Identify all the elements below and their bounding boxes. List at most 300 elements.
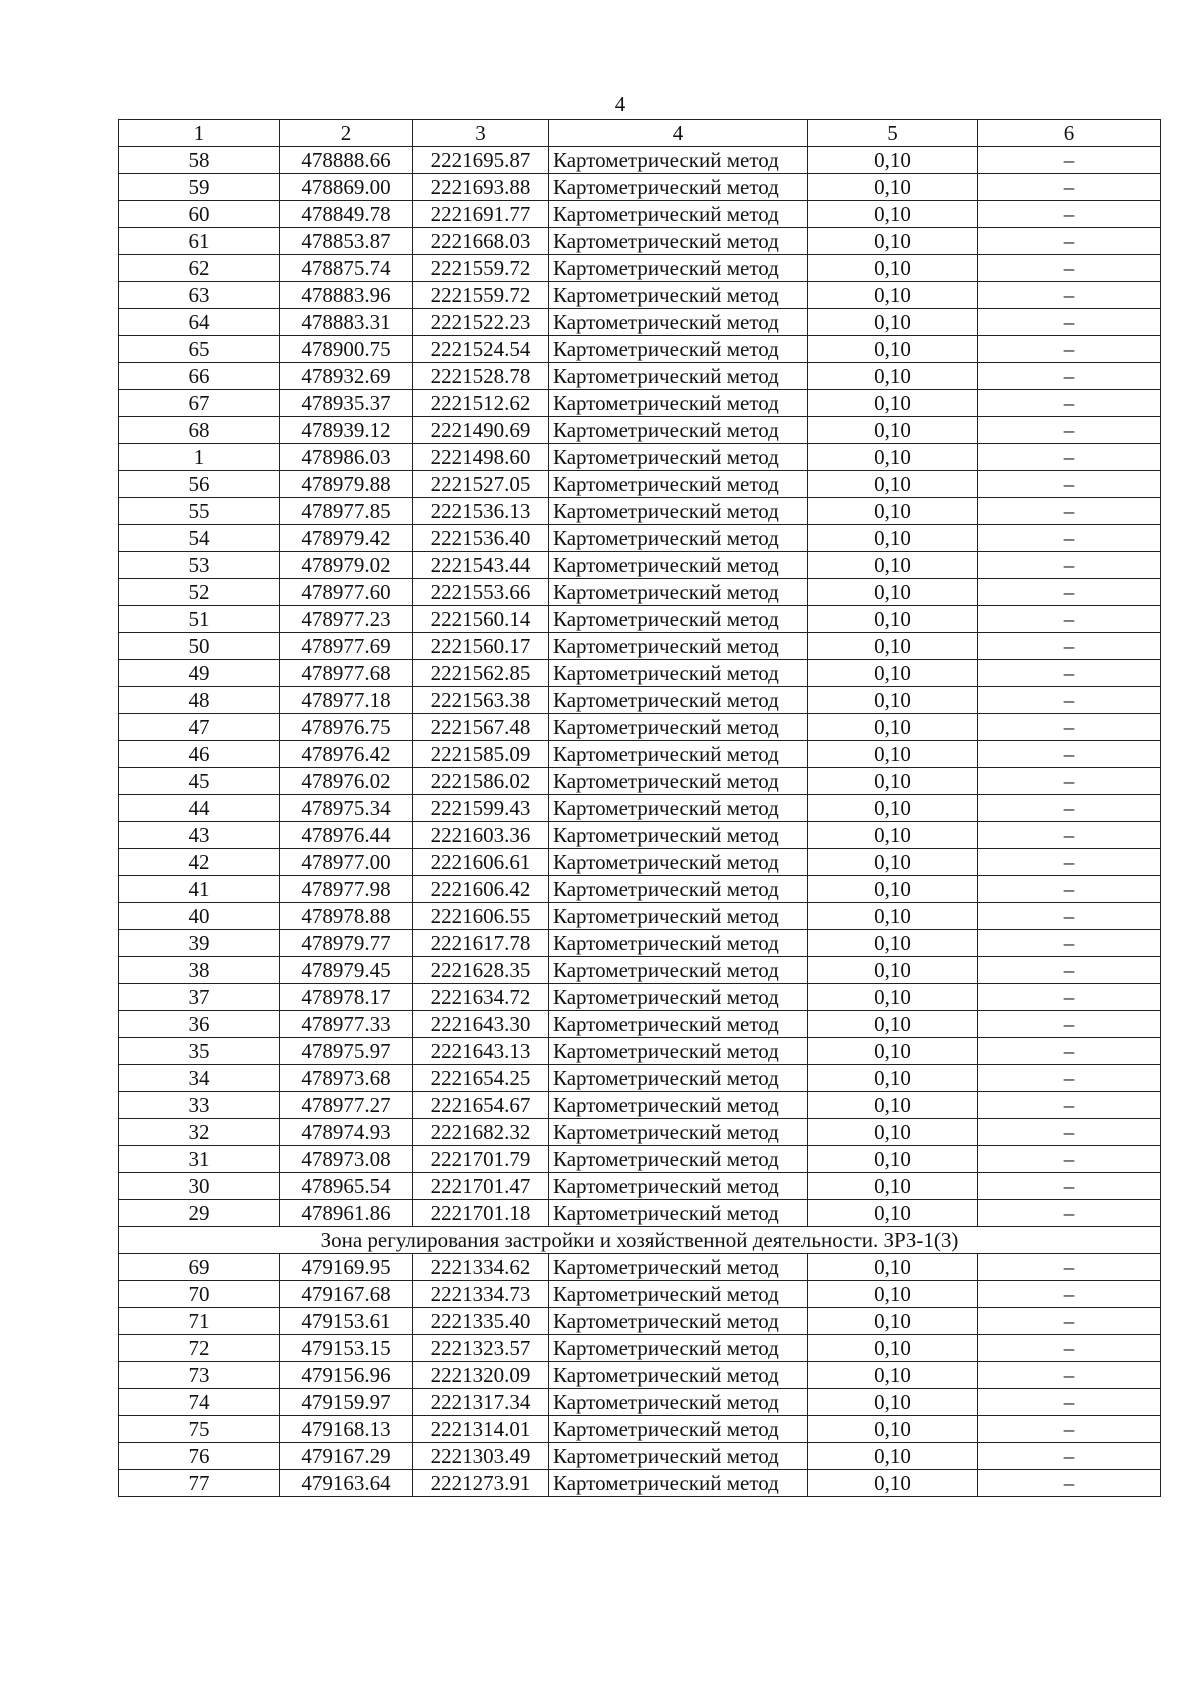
note-cell: – xyxy=(978,606,1161,633)
point-number-cell: 31 xyxy=(119,1146,280,1173)
point-number-cell: 41 xyxy=(119,876,280,903)
x-coordinate-cell: 478965.54 xyxy=(280,1173,413,1200)
y-coordinate-cell: 2221643.30 xyxy=(413,1011,549,1038)
table-row xyxy=(119,1119,1161,1146)
method-cell: Картометрический метод xyxy=(549,1335,808,1362)
note-cell: – xyxy=(978,1119,1161,1146)
accuracy-cell: 0,10 xyxy=(808,1065,978,1092)
table-row xyxy=(119,1146,1161,1173)
method-cell: Картометрический метод xyxy=(549,336,808,363)
accuracy-cell: 0,10 xyxy=(808,282,978,309)
note-cell: – xyxy=(978,1146,1161,1173)
accuracy-cell: 0,10 xyxy=(808,552,978,579)
accuracy-cell: 0,10 xyxy=(808,255,978,282)
method-cell: Картометрический метод xyxy=(549,228,808,255)
point-number-cell: 33 xyxy=(119,1092,280,1119)
accuracy-cell: 0,10 xyxy=(808,795,978,822)
note-cell: – xyxy=(978,390,1161,417)
y-coordinate-cell: 2221560.17 xyxy=(413,633,549,660)
point-number-cell: 71 xyxy=(119,1308,280,1335)
note-cell: – xyxy=(978,1173,1161,1200)
x-coordinate-cell: 478973.08 xyxy=(280,1146,413,1173)
note-cell: – xyxy=(978,1389,1161,1416)
method-cell: Картометрический метод xyxy=(549,1092,808,1119)
method-cell: Картометрический метод xyxy=(549,1065,808,1092)
x-coordinate-cell: 478977.33 xyxy=(280,1011,413,1038)
accuracy-cell: 0,10 xyxy=(808,930,978,957)
point-number-cell: 69 xyxy=(119,1254,280,1281)
coordinates-table xyxy=(118,119,1161,1497)
note-cell: – xyxy=(978,336,1161,363)
note-cell: – xyxy=(978,1254,1161,1281)
method-cell: Картометрический метод xyxy=(549,714,808,741)
header-cell-1: 1 xyxy=(119,120,280,147)
table-row xyxy=(119,1254,1161,1281)
y-coordinate-cell: 2221695.87 xyxy=(413,147,549,174)
x-coordinate-cell: 478977.23 xyxy=(280,606,413,633)
header-cell-2: 2 xyxy=(280,120,413,147)
accuracy-cell: 0,10 xyxy=(808,174,978,201)
x-coordinate-cell: 479167.68 xyxy=(280,1281,413,1308)
method-cell: Картометрический метод xyxy=(549,1416,808,1443)
method-cell: Картометрический метод xyxy=(549,1470,808,1497)
point-number-cell: 58 xyxy=(119,147,280,174)
x-coordinate-cell: 478977.00 xyxy=(280,849,413,876)
y-coordinate-cell: 2221490.69 xyxy=(413,417,549,444)
x-coordinate-cell: 478986.03 xyxy=(280,444,413,471)
x-coordinate-cell: 479163.64 xyxy=(280,1470,413,1497)
x-coordinate-cell: 478977.68 xyxy=(280,660,413,687)
x-coordinate-cell: 478977.18 xyxy=(280,687,413,714)
y-coordinate-cell: 2221559.72 xyxy=(413,255,549,282)
point-number-cell: 61 xyxy=(119,228,280,255)
note-cell: – xyxy=(978,363,1161,390)
note-cell: – xyxy=(978,768,1161,795)
note-cell: – xyxy=(978,525,1161,552)
note-cell: – xyxy=(978,1281,1161,1308)
x-coordinate-cell: 478977.60 xyxy=(280,579,413,606)
x-coordinate-cell: 479168.13 xyxy=(280,1416,413,1443)
method-cell: Картометрический метод xyxy=(549,768,808,795)
accuracy-cell: 0,10 xyxy=(808,1200,978,1227)
point-number-cell: 48 xyxy=(119,687,280,714)
x-coordinate-cell: 478849.78 xyxy=(280,201,413,228)
y-coordinate-cell: 2221606.55 xyxy=(413,903,549,930)
table-row xyxy=(119,714,1161,741)
point-number-cell: 50 xyxy=(119,633,280,660)
header-row xyxy=(119,120,1161,147)
x-coordinate-cell: 478853.87 xyxy=(280,228,413,255)
y-coordinate-cell: 2221273.91 xyxy=(413,1470,549,1497)
point-number-cell: 1 xyxy=(119,444,280,471)
accuracy-cell: 0,10 xyxy=(808,903,978,930)
method-cell: Картометрический метод xyxy=(549,1281,808,1308)
note-cell: – xyxy=(978,1470,1161,1497)
point-number-cell: 76 xyxy=(119,1443,280,1470)
accuracy-cell: 0,10 xyxy=(808,444,978,471)
point-number-cell: 60 xyxy=(119,201,280,228)
point-number-cell: 45 xyxy=(119,768,280,795)
table-row xyxy=(119,228,1161,255)
point-number-cell: 37 xyxy=(119,984,280,1011)
method-cell: Картометрический метод xyxy=(549,1389,808,1416)
point-number-cell: 32 xyxy=(119,1119,280,1146)
x-coordinate-cell: 478979.42 xyxy=(280,525,413,552)
accuracy-cell: 0,10 xyxy=(808,1254,978,1281)
table-row xyxy=(119,201,1161,228)
method-cell: Картометрический метод xyxy=(549,1200,808,1227)
x-coordinate-cell: 478975.97 xyxy=(280,1038,413,1065)
point-number-cell: 73 xyxy=(119,1362,280,1389)
y-coordinate-cell: 2221586.02 xyxy=(413,768,549,795)
y-coordinate-cell: 2221567.48 xyxy=(413,714,549,741)
method-cell: Картометрический метод xyxy=(549,174,808,201)
y-coordinate-cell: 2221562.85 xyxy=(413,660,549,687)
y-coordinate-cell: 2221536.40 xyxy=(413,525,549,552)
accuracy-cell: 0,10 xyxy=(808,1416,978,1443)
accuracy-cell: 0,10 xyxy=(808,984,978,1011)
x-coordinate-cell: 478978.17 xyxy=(280,984,413,1011)
point-number-cell: 66 xyxy=(119,363,280,390)
y-coordinate-cell: 2221585.09 xyxy=(413,741,549,768)
y-coordinate-cell: 2221560.14 xyxy=(413,606,549,633)
x-coordinate-cell: 479153.61 xyxy=(280,1308,413,1335)
method-cell: Картометрический метод xyxy=(549,444,808,471)
y-coordinate-cell: 2221682.32 xyxy=(413,1119,549,1146)
accuracy-cell: 0,10 xyxy=(808,687,978,714)
point-number-cell: 47 xyxy=(119,714,280,741)
table-row xyxy=(119,768,1161,795)
table-row xyxy=(119,147,1161,174)
table-row xyxy=(119,1389,1161,1416)
accuracy-cell: 0,10 xyxy=(808,228,978,255)
accuracy-cell: 0,10 xyxy=(808,498,978,525)
y-coordinate-cell: 2221323.57 xyxy=(413,1335,549,1362)
y-coordinate-cell: 2221701.79 xyxy=(413,1146,549,1173)
accuracy-cell: 0,10 xyxy=(808,1443,978,1470)
x-coordinate-cell: 478875.74 xyxy=(280,255,413,282)
method-cell: Картометрический метод xyxy=(549,525,808,552)
note-cell: – xyxy=(978,1038,1161,1065)
accuracy-cell: 0,10 xyxy=(808,1470,978,1497)
x-coordinate-cell: 478979.77 xyxy=(280,930,413,957)
method-cell: Картометрический метод xyxy=(549,1308,808,1335)
method-cell: Картометрический метод xyxy=(549,417,808,444)
method-cell: Картометрический метод xyxy=(549,390,808,417)
note-cell: – xyxy=(978,1335,1161,1362)
y-coordinate-cell: 2221634.72 xyxy=(413,984,549,1011)
note-cell: – xyxy=(978,444,1161,471)
method-cell: Картометрический метод xyxy=(549,876,808,903)
point-number-cell: 34 xyxy=(119,1065,280,1092)
point-number-cell: 38 xyxy=(119,957,280,984)
x-coordinate-cell: 478976.42 xyxy=(280,741,413,768)
header-cell-4: 4 xyxy=(549,120,808,147)
table-row xyxy=(119,903,1161,930)
point-number-cell: 44 xyxy=(119,795,280,822)
y-coordinate-cell: 2221691.77 xyxy=(413,201,549,228)
y-coordinate-cell: 2221654.25 xyxy=(413,1065,549,1092)
y-coordinate-cell: 2221335.40 xyxy=(413,1308,549,1335)
x-coordinate-cell: 478977.98 xyxy=(280,876,413,903)
accuracy-cell: 0,10 xyxy=(808,336,978,363)
x-coordinate-cell: 479153.15 xyxy=(280,1335,413,1362)
point-number-cell: 54 xyxy=(119,525,280,552)
x-coordinate-cell: 478978.88 xyxy=(280,903,413,930)
table-row xyxy=(119,174,1161,201)
accuracy-cell: 0,10 xyxy=(808,876,978,903)
x-coordinate-cell: 478977.27 xyxy=(280,1092,413,1119)
table-row xyxy=(119,444,1161,471)
note-cell: – xyxy=(978,255,1161,282)
x-coordinate-cell: 478977.85 xyxy=(280,498,413,525)
point-number-cell: 35 xyxy=(119,1038,280,1065)
x-coordinate-cell: 479159.97 xyxy=(280,1389,413,1416)
table-row xyxy=(119,660,1161,687)
point-number-cell: 51 xyxy=(119,606,280,633)
method-cell: Картометрический метод xyxy=(549,1254,808,1281)
method-cell: Картометрический метод xyxy=(549,741,808,768)
table-row xyxy=(119,282,1161,309)
y-coordinate-cell: 2221334.73 xyxy=(413,1281,549,1308)
page-number: 4 xyxy=(614,92,626,116)
note-cell: – xyxy=(978,282,1161,309)
point-number-cell: 55 xyxy=(119,498,280,525)
table-row xyxy=(119,1281,1161,1308)
method-cell: Картометрический метод xyxy=(549,984,808,1011)
point-number-cell: 53 xyxy=(119,552,280,579)
table-row xyxy=(119,417,1161,444)
accuracy-cell: 0,10 xyxy=(808,579,978,606)
note-cell: – xyxy=(978,660,1161,687)
x-coordinate-cell: 478900.75 xyxy=(280,336,413,363)
y-coordinate-cell: 2221606.42 xyxy=(413,876,549,903)
y-coordinate-cell: 2221654.67 xyxy=(413,1092,549,1119)
table-row xyxy=(119,336,1161,363)
note-cell: – xyxy=(978,903,1161,930)
point-number-cell: 40 xyxy=(119,903,280,930)
x-coordinate-cell: 478883.96 xyxy=(280,282,413,309)
accuracy-cell: 0,10 xyxy=(808,390,978,417)
header-cell-5: 5 xyxy=(808,120,978,147)
section-row xyxy=(119,1227,1161,1254)
point-number-cell: 42 xyxy=(119,849,280,876)
accuracy-cell: 0,10 xyxy=(808,1146,978,1173)
method-cell: Картометрический метод xyxy=(549,282,808,309)
coordinates-table-body xyxy=(119,120,1161,1497)
accuracy-cell: 0,10 xyxy=(808,417,978,444)
y-coordinate-cell: 2221599.43 xyxy=(413,795,549,822)
header-cell-6: 6 xyxy=(978,120,1161,147)
note-cell: – xyxy=(978,741,1161,768)
y-coordinate-cell: 2221498.60 xyxy=(413,444,549,471)
note-cell: – xyxy=(978,1443,1161,1470)
note-cell: – xyxy=(978,309,1161,336)
table-row xyxy=(119,984,1161,1011)
x-coordinate-cell: 479156.96 xyxy=(280,1362,413,1389)
table-row xyxy=(119,930,1161,957)
table-row xyxy=(119,471,1161,498)
note-cell: – xyxy=(978,498,1161,525)
table-row xyxy=(119,849,1161,876)
note-cell: – xyxy=(978,1308,1161,1335)
method-cell: Картометрический метод xyxy=(549,552,808,579)
method-cell: Картометрический метод xyxy=(549,1146,808,1173)
accuracy-cell: 0,10 xyxy=(808,201,978,228)
table-row xyxy=(119,1470,1161,1497)
x-coordinate-cell: 478888.66 xyxy=(280,147,413,174)
note-cell: – xyxy=(978,984,1161,1011)
table-row xyxy=(119,1065,1161,1092)
header-cell-3: 3 xyxy=(413,120,549,147)
table-row xyxy=(119,1038,1161,1065)
method-cell: Картометрический метод xyxy=(549,795,808,822)
x-coordinate-cell: 478939.12 xyxy=(280,417,413,444)
table-row xyxy=(119,1173,1161,1200)
point-number-cell: 49 xyxy=(119,660,280,687)
point-number-cell: 77 xyxy=(119,1470,280,1497)
method-cell: Картометрический метод xyxy=(549,849,808,876)
method-cell: Картометрический метод xyxy=(549,1173,808,1200)
method-cell: Картометрический метод xyxy=(549,822,808,849)
point-number-cell: 30 xyxy=(119,1173,280,1200)
table-row xyxy=(119,1200,1161,1227)
method-cell: Картометрический метод xyxy=(549,201,808,228)
note-cell: – xyxy=(978,633,1161,660)
note-cell: – xyxy=(978,417,1161,444)
point-number-cell: 74 xyxy=(119,1389,280,1416)
point-number-cell: 70 xyxy=(119,1281,280,1308)
accuracy-cell: 0,10 xyxy=(808,660,978,687)
x-coordinate-cell: 478979.88 xyxy=(280,471,413,498)
note-cell: – xyxy=(978,714,1161,741)
point-number-cell: 75 xyxy=(119,1416,280,1443)
point-number-cell: 39 xyxy=(119,930,280,957)
table-row xyxy=(119,1362,1161,1389)
y-coordinate-cell: 2221524.54 xyxy=(413,336,549,363)
table-row xyxy=(119,363,1161,390)
accuracy-cell: 0,10 xyxy=(808,1011,978,1038)
note-cell: – xyxy=(978,957,1161,984)
y-coordinate-cell: 2221617.78 xyxy=(413,930,549,957)
x-coordinate-cell: 478976.75 xyxy=(280,714,413,741)
x-coordinate-cell: 478979.45 xyxy=(280,957,413,984)
note-cell: – xyxy=(978,174,1161,201)
x-coordinate-cell: 478974.93 xyxy=(280,1119,413,1146)
point-number-cell: 52 xyxy=(119,579,280,606)
note-cell: – xyxy=(978,822,1161,849)
point-number-cell: 43 xyxy=(119,822,280,849)
note-cell: – xyxy=(978,552,1161,579)
table-row xyxy=(119,957,1161,984)
y-coordinate-cell: 2221553.66 xyxy=(413,579,549,606)
note-cell: – xyxy=(978,930,1161,957)
accuracy-cell: 0,10 xyxy=(808,1173,978,1200)
table-row xyxy=(119,1416,1161,1443)
table-row xyxy=(119,741,1161,768)
method-cell: Картометрический метод xyxy=(549,687,808,714)
y-coordinate-cell: 2221563.38 xyxy=(413,687,549,714)
method-cell: Картометрический метод xyxy=(549,606,808,633)
note-cell: – xyxy=(978,1065,1161,1092)
table-row xyxy=(119,309,1161,336)
y-coordinate-cell: 2221603.36 xyxy=(413,822,549,849)
accuracy-cell: 0,10 xyxy=(808,525,978,552)
note-cell: – xyxy=(978,147,1161,174)
accuracy-cell: 0,10 xyxy=(808,1335,978,1362)
accuracy-cell: 0,10 xyxy=(808,309,978,336)
method-cell: Картометрический метод xyxy=(549,579,808,606)
table-row xyxy=(119,876,1161,903)
y-coordinate-cell: 2221522.23 xyxy=(413,309,549,336)
accuracy-cell: 0,10 xyxy=(808,1308,978,1335)
table-row xyxy=(119,822,1161,849)
method-cell: Картометрический метод xyxy=(549,309,808,336)
method-cell: Картометрический метод xyxy=(549,930,808,957)
method-cell: Картометрический метод xyxy=(549,1119,808,1146)
note-cell: – xyxy=(978,849,1161,876)
y-coordinate-cell: 2221543.44 xyxy=(413,552,549,579)
point-number-cell: 46 xyxy=(119,741,280,768)
table-row xyxy=(119,1092,1161,1119)
y-coordinate-cell: 2221628.35 xyxy=(413,957,549,984)
y-coordinate-cell: 2221320.09 xyxy=(413,1362,549,1389)
y-coordinate-cell: 2221317.34 xyxy=(413,1389,549,1416)
accuracy-cell: 0,10 xyxy=(808,741,978,768)
note-cell: – xyxy=(978,1092,1161,1119)
y-coordinate-cell: 2221643.13 xyxy=(413,1038,549,1065)
y-coordinate-cell: 2221527.05 xyxy=(413,471,549,498)
method-cell: Картометрический метод xyxy=(549,147,808,174)
y-coordinate-cell: 2221701.47 xyxy=(413,1173,549,1200)
table-row xyxy=(119,255,1161,282)
point-number-cell: 29 xyxy=(119,1200,280,1227)
method-cell: Картометрический метод xyxy=(549,1443,808,1470)
table-row xyxy=(119,525,1161,552)
method-cell: Картометрический метод xyxy=(549,957,808,984)
method-cell: Картометрический метод xyxy=(549,1011,808,1038)
y-coordinate-cell: 2221334.62 xyxy=(413,1254,549,1281)
table-row xyxy=(119,687,1161,714)
note-cell: – xyxy=(978,579,1161,606)
table-row xyxy=(119,552,1161,579)
method-cell: Картометрический метод xyxy=(549,471,808,498)
point-number-cell: 36 xyxy=(119,1011,280,1038)
accuracy-cell: 0,10 xyxy=(808,471,978,498)
y-coordinate-cell: 2221536.13 xyxy=(413,498,549,525)
accuracy-cell: 0,10 xyxy=(808,1362,978,1389)
accuracy-cell: 0,10 xyxy=(808,714,978,741)
x-coordinate-cell: 479167.29 xyxy=(280,1443,413,1470)
section-title: Зона регулирования застройки и хозяйственной деятельности. ЗРЗ-1(3) xyxy=(119,1227,1161,1254)
y-coordinate-cell: 2221693.88 xyxy=(413,174,549,201)
note-cell: – xyxy=(978,1416,1161,1443)
y-coordinate-cell: 2221606.61 xyxy=(413,849,549,876)
x-coordinate-cell: 478961.86 xyxy=(280,1200,413,1227)
table-row xyxy=(119,795,1161,822)
method-cell: Картометрический метод xyxy=(549,660,808,687)
accuracy-cell: 0,10 xyxy=(808,633,978,660)
method-cell: Картометрический метод xyxy=(549,903,808,930)
method-cell: Картометрический метод xyxy=(549,1038,808,1065)
table-row xyxy=(119,579,1161,606)
accuracy-cell: 0,10 xyxy=(808,1281,978,1308)
point-number-cell: 56 xyxy=(119,471,280,498)
y-coordinate-cell: 2221559.72 xyxy=(413,282,549,309)
method-cell: Картометрический метод xyxy=(549,255,808,282)
x-coordinate-cell: 478883.31 xyxy=(280,309,413,336)
note-cell: – xyxy=(978,471,1161,498)
